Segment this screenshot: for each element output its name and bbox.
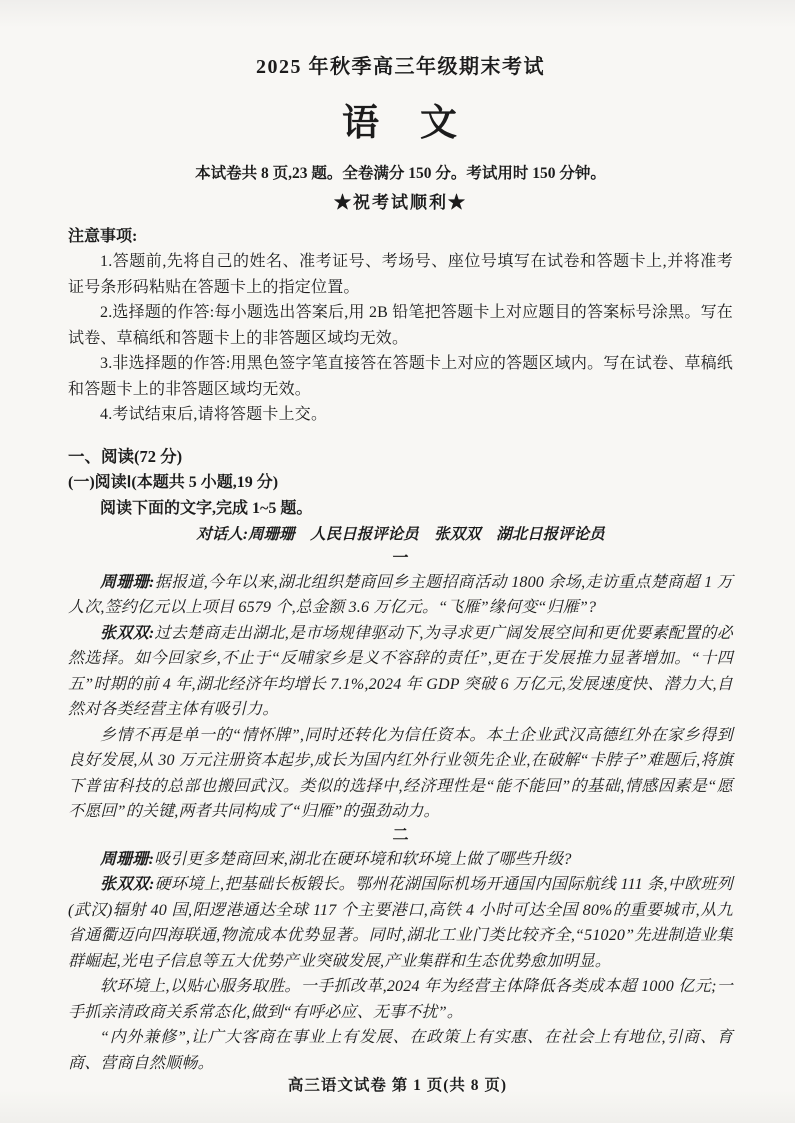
notice-items [68,249,733,428]
notice-item: 4.考试结束后,请将答题卡上交。 [100,406,328,423]
dialogue-paragraph: 乡情不再是单一的“情怀牌”,同时还转化为信任资本。本土企业武汉高德红外在家乡得到良好发展,从 30 万元注册资本起步,成长为国内红外行业领先企业,在破解“卡脖子”难题后,将旗下普宙科技的总部也搬回武汉。类似的选择中,经济理性是“能不能回”的基础,情感因素是“愿不愿回”的关键,两者共同构成了“归雁”的强劲动力。 [68,726,733,820]
dialogue-paragraph: 周珊珊:据报道,今年以来,湖北组织楚商回乡主题招商活动 1800 余场,走访重点楚商超 1 万人次,签约亿元以上项目 6579 个,总金额 3.6 万亿元。“飞雁”缘何变“归雁”? [68,573,733,616]
subsection-heading: (一)阅读Ⅰ(本题共 5 小题,19 分) [68,473,279,491]
page-footer: 高三语文试卷 第 1 页(共 8 页) [287,1077,508,1094]
section-heading: 一、阅读(72 分) [68,446,183,466]
speaker-name: 张双双: [100,876,155,893]
dialogue-body [68,548,733,1077]
dialogue-speakers-line: 对话人:周珊珊 人民日报评论员 张双双 湖北日报评论员 [196,525,605,543]
speaker-name: 张双双: [100,624,155,642]
paper-info: 本试卷共 8 页,23 题。全卷满分 150 分。考试用时 150 分钟。 [195,165,606,182]
exam-title: 2025 年秋季高三年级期末考试 [256,56,545,78]
notice-item: 2.选择题的作答:每小题选出答案后,用 2B 铅笔把答题卡上对应题目的答案标号涂黑。写在试卷、草稿纸和答题卡上的非答题区域均无效。 [68,304,733,347]
notice-item: 1.答题前,先将自己的姓名、准考证号、考场号、座位号填写在试卷和答题卡上,并将准考证号条形码粘贴在答题卡上的指定位置。 [68,253,733,296]
dialogue-paragraph: 张双双:硬环境上,把基础长板锻长。鄂州花湖国际机场开通国内国际航线 111 条,中欧班列(武汉)辐射 40 国,阳逻港通达全球 117 个主要港口,高铁 4 小时可达全国 80%的重要城市,从九省通衢迈向四海联通,物流成本优势显著。同时,湖北工业门类比较齐全,“51020”先进制造业集群崛起,光电子信息等五大优势产业突破发展,产业集群和生态优势愈加明显。 [68,876,733,970]
dialogue-paragraph: 周珊珊:吸引更多楚商回来,湖北在硬环境和软环境上做了哪些升级? [100,850,572,868]
speaker-name: 周珊珊: [100,850,155,868]
subject-title: 语 文 [342,103,459,144]
wish-line: ★祝考试顺利★ [334,193,467,212]
part-marker: 一 [392,549,409,567]
reading-section [68,444,733,1077]
dialogue-paragraph: “内外兼修”,让广大客商在事业上有发展、在政策上有实惠、在社会上有地位,引商、育商、营商自然顺畅。 [68,1029,733,1072]
dialogue-paragraph: 软环境上,以贴心服务取胜。一手抓改革,2024 年为经营主体降低各类成本超 1000 亿元;一手抓亲清政商关系常态化,做到“有呼必应、无事不扰”。 [68,978,733,1021]
speaker-name: 周珊珊: [100,573,155,591]
reading-instruction: 阅读下面的文字,完成 1~5 题。 [100,499,313,517]
part-marker: 二 [392,826,409,844]
notice-item: 3.非选择题的作答:用黑色签字笔直接答在答题卡上对应的答题区域内。写在试卷、草稿纸和答题卡上的非答题区域均无效。 [68,355,733,398]
dialogue-paragraph: 张双双:过去楚商走出湖北,是市场规律驱动下,为寻求更广阔发展空间和更优要素配置的必然选择。如今回家乡,不止于“反哺家乡是义不容辞的责任”,更在于发展推力显著增加。“十四五”时期的前 4 年,湖北经济年均增长 7.1%,2024 年 GDP 突破 6 万亿元,发展速度快、潜力大,自然对各类经营主体有吸引力。 [68,624,733,718]
notice-heading: 注意事项: [68,228,138,245]
notice-section [68,224,733,428]
